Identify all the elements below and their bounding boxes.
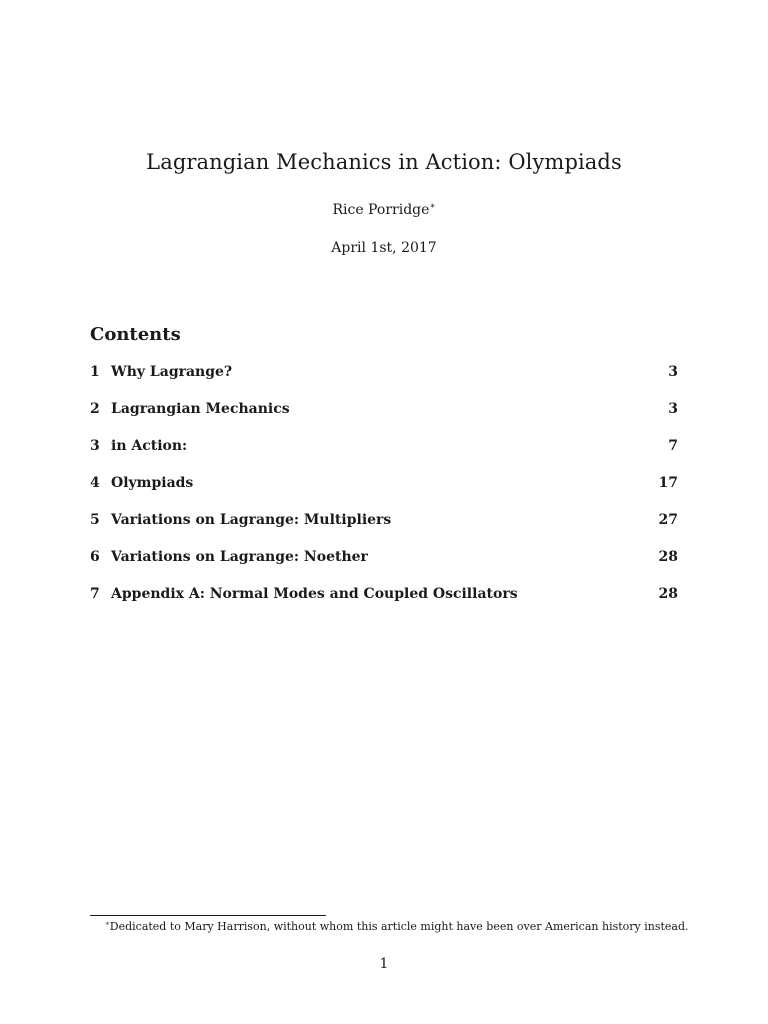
toc-entry-page: 17 xyxy=(658,475,678,491)
toc-entry-title: Appendix A: Normal Modes and Coupled Oscillators xyxy=(111,586,518,602)
toc-entry-lagrangian-mechanics[interactable] xyxy=(90,401,678,438)
toc-entry-title: Variations on Lagrange: Multipliers xyxy=(111,512,392,528)
toc-entry-number: 6 xyxy=(90,549,100,565)
toc-entry-title: in Action: xyxy=(111,438,188,454)
author-name: Rice Porridge xyxy=(332,202,430,218)
author-footnote-mark[interactable]: ∗ xyxy=(429,201,436,212)
toc-entry-number: 3 xyxy=(90,438,100,454)
toc-entry-multipliers[interactable] xyxy=(90,512,678,549)
toc-entry-page: 3 xyxy=(668,401,678,417)
toc-entry-appendix-a[interactable] xyxy=(90,586,678,623)
contents-heading: Contents xyxy=(90,324,181,345)
toc-entry-page: 27 xyxy=(658,512,678,528)
toc-entry-page: 28 xyxy=(658,549,678,565)
footnote-text: Dedicated to Mary Harrison, without whom this article might have been over American history instead. xyxy=(109,920,689,933)
document-date: April 1st, 2017 xyxy=(331,240,437,256)
footnote-divider xyxy=(90,915,326,916)
toc-entry-page: 28 xyxy=(658,586,678,602)
toc-entry-number: 2 xyxy=(90,401,100,417)
toc-entry-number: 7 xyxy=(90,586,100,602)
toc-entry-in-action[interactable] xyxy=(90,438,678,475)
toc-entry-why-lagrange[interactable] xyxy=(90,364,678,401)
toc-entry-title: Variations on Lagrange: Noether xyxy=(111,549,368,565)
document-title: Lagrangian Mechanics in Action: Olympiads xyxy=(146,150,622,174)
toc-entry-olympiads[interactable] xyxy=(90,475,678,512)
toc-entry-number: 5 xyxy=(90,512,100,528)
toc-entry-title: Lagrangian Mechanics xyxy=(111,401,290,417)
toc-entry-title: Olympiads xyxy=(111,475,194,491)
footnote-mark: ∗ xyxy=(105,919,110,928)
author-line xyxy=(0,202,768,218)
toc-entry-noether[interactable] xyxy=(90,549,678,586)
toc-entry-title: Why Lagrange? xyxy=(111,364,233,380)
page-number: 1 xyxy=(379,956,389,972)
toc-entry-page: 3 xyxy=(668,364,678,380)
footnote xyxy=(105,920,689,933)
toc-entry-number: 4 xyxy=(90,475,100,491)
toc-entry-page: 7 xyxy=(668,438,678,454)
table-of-contents xyxy=(90,364,678,623)
toc-entry-number: 1 xyxy=(90,364,100,380)
